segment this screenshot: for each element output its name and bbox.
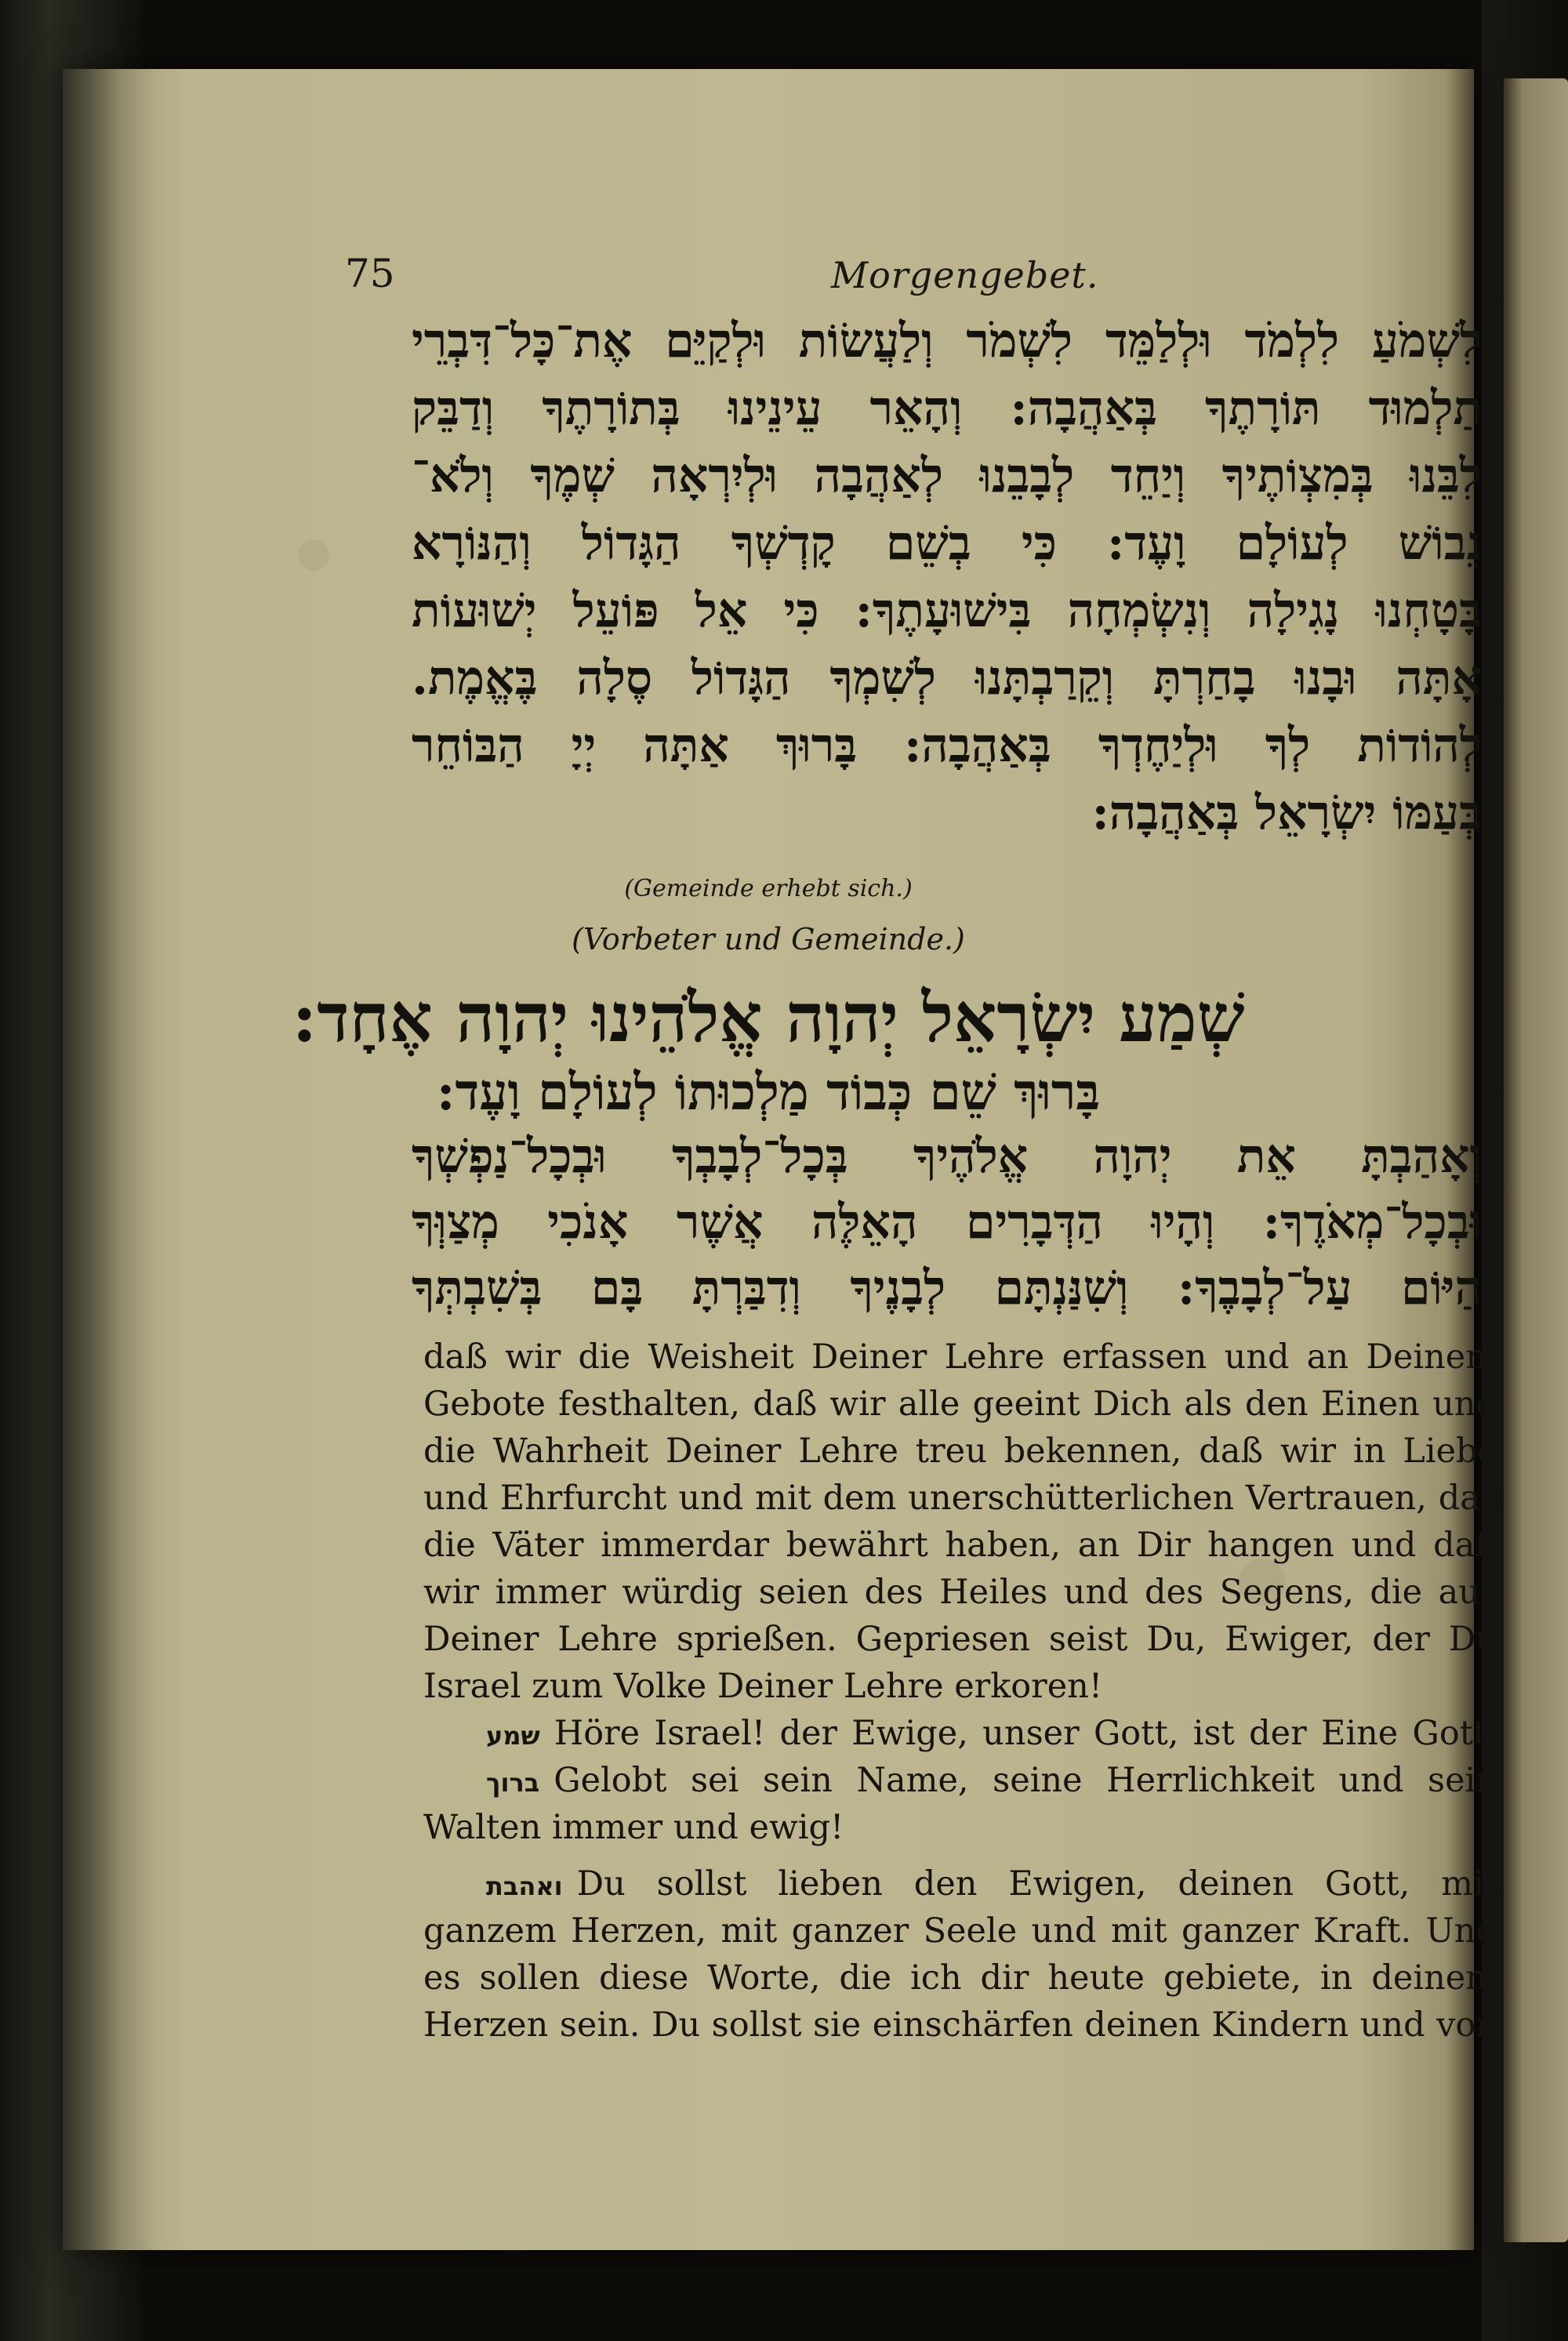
page-number: 75 (345, 251, 395, 296)
next-page-edge (1504, 78, 1568, 2242)
hebrew-line: בָּטָחְנוּ נָגִילָה וְנִשְׂמְחָה בִּישׁוּעָתֶךָ: כִּי אֵל פּוֹעֵל יְשׁוּעוֹת (412, 583, 1482, 638)
paper-stain (298, 539, 329, 571)
running-title: Morgengebet. (831, 254, 1099, 296)
gutter-shadow (63, 69, 157, 2250)
translation-text: Höre Israel! der Ewige, unser Gott, ist der Eine Gott. (554, 1714, 1497, 1753)
hebrew-line: אָתָּה וּבָנוּ בָחַרְתָּ וְקֵרַבְתָּנוּ לְשִׁמְךָ הַגָּדוֹל סֶלָה בֶּאֱמֶת. (412, 651, 1482, 706)
hebrew-line: לִשְׁמֹעַ לִלְמֹד וּלְלַמֵּד לִשְׁמֹר וְלַעֲשׂוֹת וּלְקַיֵּם אֶת־כָּל־דִּבְרֵי (412, 314, 1482, 368)
german-line: Walten immer und ewig! (423, 1808, 844, 1847)
hebrew-tag: שמע (486, 1721, 540, 1751)
german-line: es sollen diese Worte, die ich dir heute gebiete, in deinem (423, 1958, 1497, 1998)
shema-verse: שְׁמַע יִשְׂרָאֵל יְהוָה אֱלֹהֵינוּ יְהוָה אֶחָד: (292, 978, 1245, 1058)
hebrew-line: לִבֵּנוּ בְּמִצְוֹתֶיךָ וְיַחֵד לְבָבֵנוּ לְאַהֲבָה וּלְיִרְאָה שְׁמֶךָ וְלֹא־ (412, 448, 1482, 503)
german-line: ganzem Herzen, mit ganzer Seele und mit ganzer Kraft. Und (423, 1911, 1497, 1951)
shema-translation-line (486, 1714, 1497, 1753)
hebrew-line: בְּעַמּוֹ יִשְׂרָאֵל בְּאַהֲבָה: (1091, 786, 1482, 840)
hebrew-line: הַיּוֹם עַל־לְבָבֶךָ: וְשִׁנַּנְתָּם לְבָנֶיךָ וְדִבַּרְתָּ בָּם בְּשִׁבְתְּךָ (412, 1261, 1482, 1316)
translation-text: Du sollst lieben den Ewigen, deinen Gott, mit (576, 1864, 1497, 1904)
hebrew-line: לְהוֹדוֹת לְךָ וּלְיַחֶדְךָ בְּאַהֲבָה: בָּרוּךְ אַתָּה יְיָ הַבּוֹחֵר (412, 718, 1482, 773)
rubric-reader: (Vorbeter und Gemeinde.) (572, 922, 965, 956)
baruch-translation-line (486, 1761, 1497, 1800)
german-line: die Väter immerdar bewährt haben, an Dir hangen und daß (423, 1526, 1497, 1565)
german-line: Herzen sein. Du sollst sie einschärfen deinen Kindern und von (423, 2005, 1497, 2045)
german-line: die Wahrheit Deiner Lehre treu bekennen, daß wir in Liebe (423, 1432, 1497, 1471)
hebrew-tag: ברוך (486, 1768, 540, 1798)
german-line: wir immer würdig seien des Heiles und des Segens, die aus (423, 1573, 1497, 1612)
german-line: daß wir die Weisheit Deiner Lehre erfassen und an Deinem (423, 1337, 1497, 1377)
hebrew-line: וְאָהַבְתָּ אֵת יְהוָה אֱלֹהֶיךָ בְּכָל־לְבָבְךָ וּבְכָל־נַפְשְׁךָ (412, 1129, 1482, 1184)
german-line: Israel zum Volke Deiner Lehre erkoren! (423, 1667, 1103, 1706)
veahavta-translation-line (486, 1864, 1497, 1904)
book-page (63, 69, 1497, 2250)
german-line: Deiner Lehre sprießen. Gepriesen seist Du, Ewiger, der Du (423, 1620, 1497, 1659)
hebrew-line: וּבְכָל־מְאֹדֶךָ: וְהָיוּ הַדְּבָרִים הָאֵלֶּה אֲשֶׁר אָנֹכִי מְצַוְּךָ (412, 1195, 1482, 1250)
german-line: und Ehrfurcht und mit dem unerschütterlichen Vertrauen, das (423, 1479, 1497, 1518)
hebrew-tag: ואהבת (486, 1871, 563, 1901)
german-line: Gebote festhalten, daß wir alle geeint Dich als den Einen und (423, 1385, 1497, 1424)
translation-text: Gelobt sei sein Name, seine Herrlichkeit und sein (554, 1761, 1497, 1800)
rubric-congregation: (Gemeinde erhebt sich.) (624, 875, 913, 902)
hebrew-line: תַלְמוּד תּוֹרָתֶךָ בְּאַהֲבָה: וְהָאֵר עֵינֵינוּ בְּתוֹרָתֶךָ וְדַבֵּק (412, 381, 1482, 436)
baruch-verse: בָּרוּךְ שֵׁם כְּבוֹד מַלְכוּתוֹ לְעוֹלָם וָעֶד: (436, 1063, 1101, 1122)
hebrew-line: נֵבוֹשׁ לְעוֹלָם וָעֶד: כִּי בְשֵׁם קָדְשְׁךָ הַגָּדוֹל וְהַנּוֹרָא (412, 516, 1482, 571)
